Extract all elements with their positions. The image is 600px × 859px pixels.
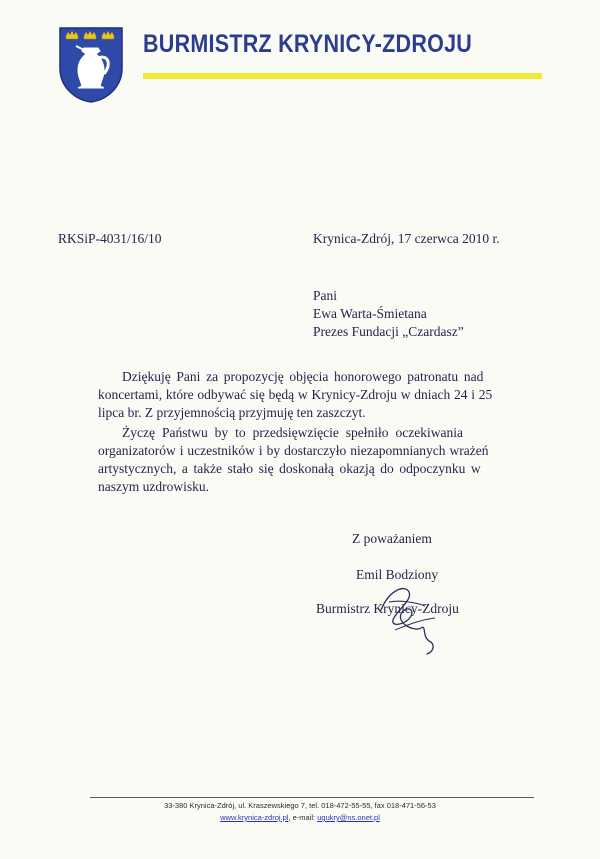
accent-bar [143, 73, 542, 79]
recipient-position: Prezes Fundacji „Czardasz” [313, 324, 464, 339]
email-label: , e-mail: [288, 813, 318, 822]
signer-name: Emil Bodziony [356, 567, 439, 582]
paragraph-1-line-2: koncertami, które odbywać się będą w Krynicy-Zdroju w dniach 24 i 25 [98, 387, 493, 402]
reference-number: RKSiP-4031/16/10 [58, 231, 162, 246]
paragraph-2-line-2: organizatorów i uczestników i by dostarczyło niezapomnianych wrażeń [98, 443, 489, 458]
footer-contacts [0, 813, 600, 822]
paragraph-2-line-3: artystycznych, a także stało się doskonałą okazją do odpoczynku w [98, 461, 481, 476]
paragraph-1-line-3: lipca br. Z przyjemnością przyjmuję ten zaszczyt. [98, 405, 366, 420]
footer-address: 33-380 Krynica-Zdrój, ul. Kraszewskiego 7, tel. 018-472-55-55, fax 018-471-56-53 [164, 801, 436, 810]
paragraph-2-line-4: naszym uzdrowisku. [98, 479, 209, 494]
paragraph-2-line-1: Życzę Państwu by to przedsięwzięcie spełniło oczekiwania [122, 425, 463, 440]
handwritten-signature [375, 580, 445, 656]
footer-divider [90, 797, 534, 798]
website-link[interactable]: www.krynica-zdroj.pl [220, 813, 289, 822]
office-title: BURMISTRZ KRYNICY-ZDROJU [143, 30, 473, 58]
letterhead [0, 0, 600, 110]
recipient-name: Ewa Warta-Śmietana [313, 306, 427, 321]
recipient-salutation: Pani [313, 288, 338, 303]
coat-of-arms-icon [58, 24, 124, 104]
closing-greeting: Z poważaniem [352, 531, 432, 546]
signer-title: Burmistrz Krynicy-Zdroju [316, 601, 459, 616]
email-link[interactable]: ugukry@ns.onet.pl [317, 813, 380, 822]
place-date: Krynica-Zdrój, 17 czerwca 2010 r. [313, 231, 500, 246]
paragraph-1-line-1: Dziękuję Pani za propozycję objęcia honorowego patronatu nad [122, 369, 484, 384]
